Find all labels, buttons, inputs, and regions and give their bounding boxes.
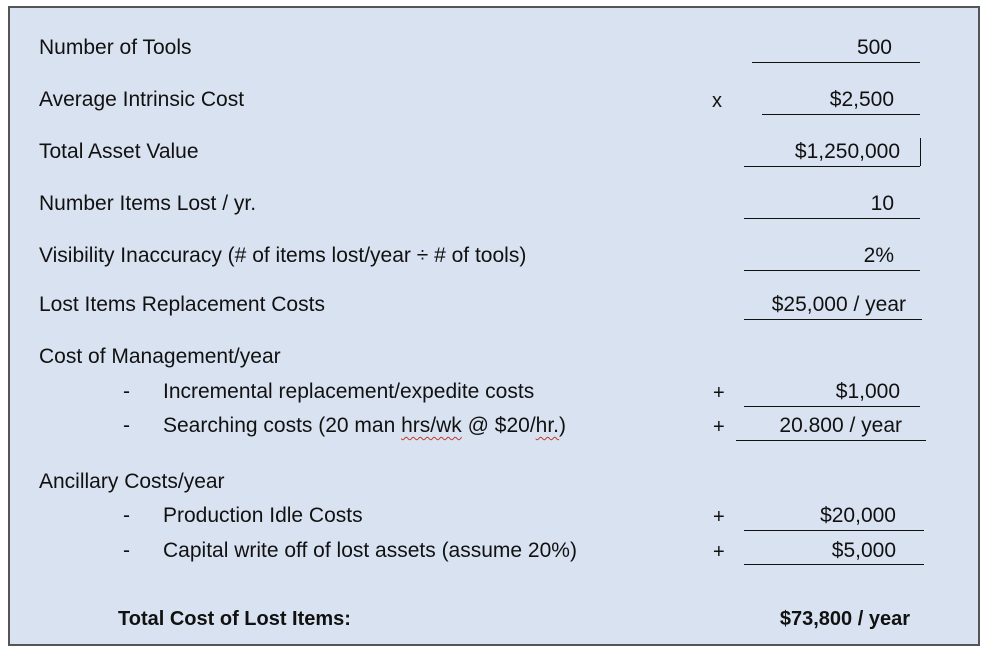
lost-value: 10 [870,192,894,215]
ancillary-bullet-1: - [123,504,130,527]
ancillary-item-1-value: $20,000 [820,504,896,527]
management-bullet-2: - [123,414,130,437]
visibility-label: Visibility Inaccuracy (# of items lost/year ÷ # of tools) [39,244,527,267]
multiply-operator: x [712,90,722,112]
text-cursor [920,138,921,166]
visibility-underline [744,270,920,271]
management-item-1-value: $1,000 [835,380,900,403]
asset-underline [744,166,920,167]
intrinsic-underline [762,114,920,115]
management-heading: Cost of Management/year [39,345,281,368]
ancillary-item-1-label: Production Idle Costs [163,504,363,527]
ancillary-heading: Ancillary Costs/year [39,470,225,493]
asset-value: $1,250,000 [794,140,900,163]
cost-table-panel [8,6,980,646]
lost-underline [744,218,920,219]
ancillary-item-2-label: Capital write off of lost assets (assume 20%) [163,539,577,562]
asset-label: Total Asset Value [39,140,199,163]
intrinsic-value: $2,500 [829,88,894,111]
management-item-1-underline [744,406,920,407]
replacement-underline [744,319,922,320]
lost-label: Number Items Lost / yr. [39,192,257,215]
ancillary-item-2-underline [744,564,924,565]
replacement-label: Lost Items Replacement Costs [39,293,325,316]
management-item-2-underline [736,440,926,441]
ancillary-bullet-2: - [123,539,130,562]
tools-label: Number of Tools [39,36,192,59]
plus-operator-1: + [713,382,725,404]
visibility-value: 2% [863,244,894,267]
tools-value: 500 [856,36,892,59]
plus-operator-4: + [713,541,725,563]
management-bullet-1: - [123,380,130,403]
replacement-value: $25,000 / year [771,293,906,316]
ancillary-item-2-value: $5,000 [831,539,896,562]
management-item-2-label: Searching costs (20 man hrs/wk @ $20/hr.) [163,414,567,437]
ancillary-item-1-underline [744,530,924,531]
plus-operator-2: + [713,416,725,438]
intrinsic-label: Average Intrinsic Cost [39,88,245,111]
management-item-1-label: Incremental replacement/expedite costs [163,380,535,403]
total-label: Total Cost of Lost Items: [118,608,351,630]
tools-underline [752,62,920,63]
management-item-2-value: 20.800 / year [779,414,902,437]
total-value: $73,800 / year [779,608,910,630]
plus-operator-3: + [713,506,725,528]
